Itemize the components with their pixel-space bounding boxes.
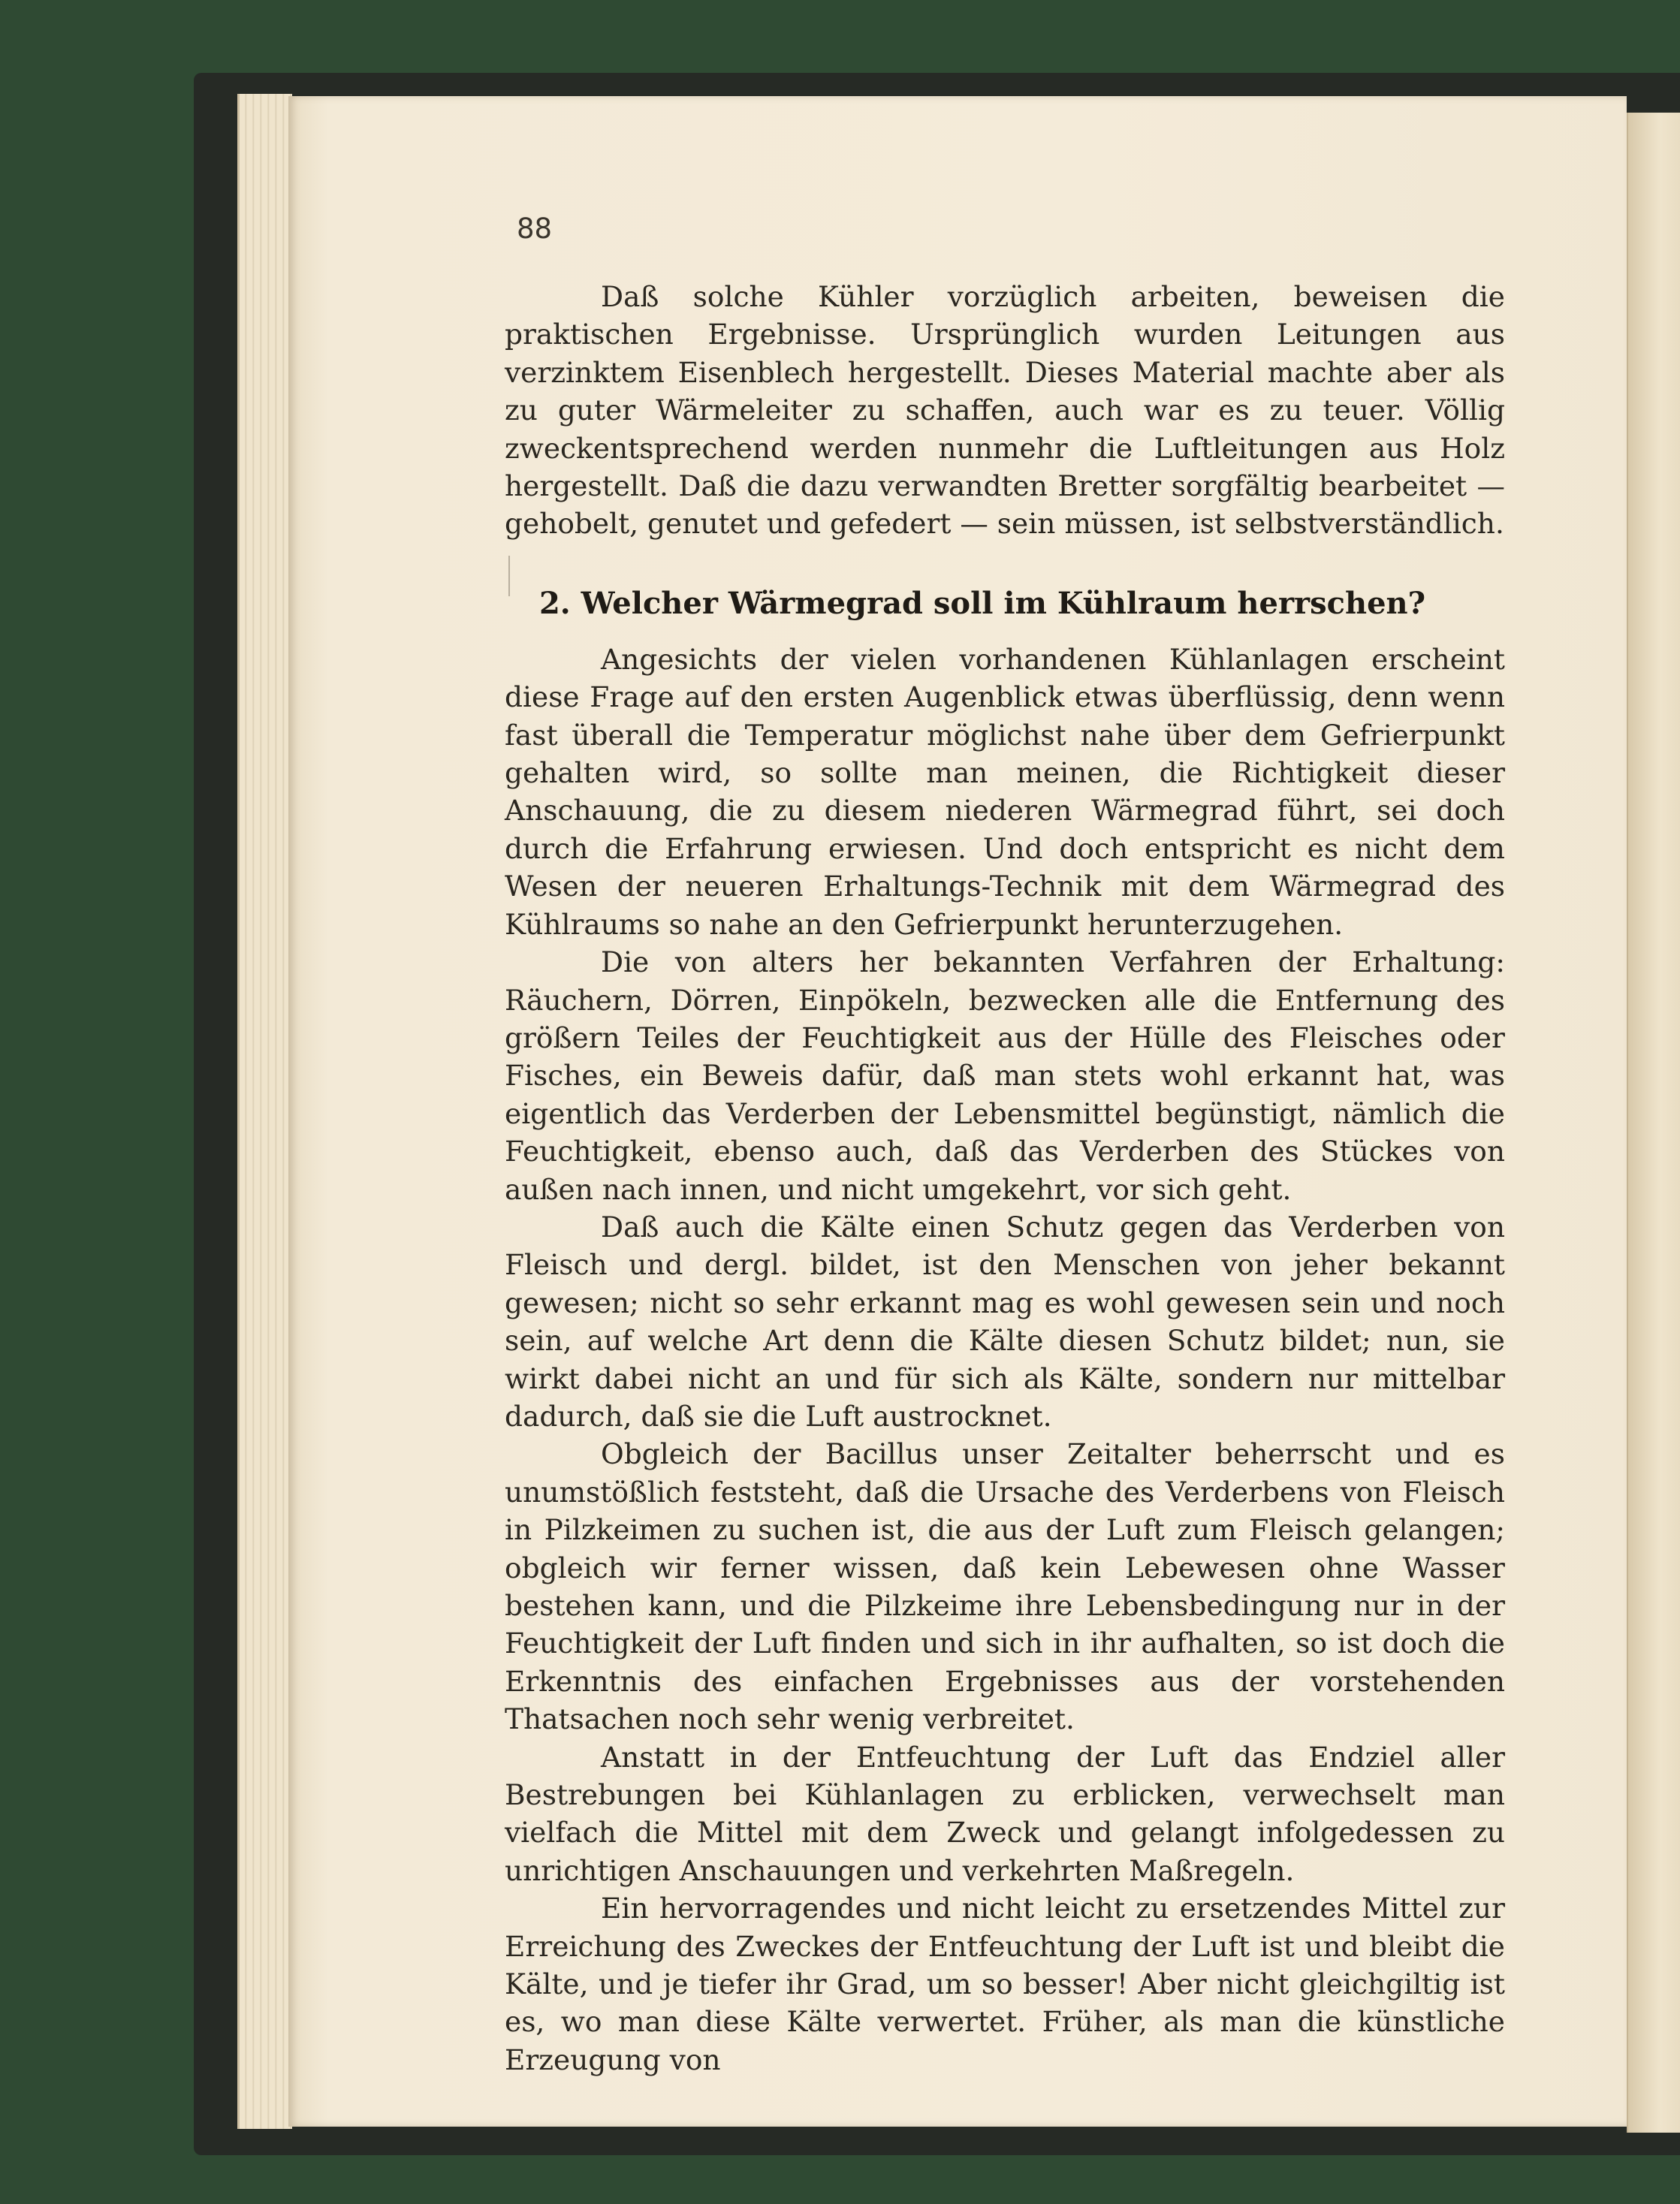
body-paragraph: Obgleich der Bacillus unser Zeitalter beherrscht und es unumstößlich feststeht, daß die Ursache des Verderbens von Fleisch in Pilzkeimen zu suchen ist, die aus der Luft zum Fleisch gelangen; obgleich wir ferner wissen, daß kein Lebewesen ohne Wasser bestehen kann, und die Pilzkeime ihre Lebensbedingung nur in der Feuchtigkeit der Luft finden und sich in ihr aufhalten, so ist doch die Erkenntnis des einfachen Ergebnisses aus der vorstehenden Thatsachen noch sehr wenig verbreitet. bbox=[505, 1437, 1505, 1736]
body-paragraph: Anstatt in der Entfeuchtung der Luft das Endziel aller Bestrebungen bei Kühlanlagen zu erblicken, verwechselt man vielfach die Mittel mit dem Zweck und gelangt infolgedessen zu unrichtigen Anschauungen und verkehrten Maßregeln. bbox=[505, 1740, 1505, 1887]
intro-paragraph: Daß solche Kühler vorzüglich arbeiten, beweisen die praktischen Ergebnisse. Ursprünglich wurden Leitungen aus verzinktem Eisenblech hergestellt. Dieses Material machte aber als zu guter Wärmeleiter zu schaffen, auch war es zu teuer. Völlig zweckentsprechend werden nunmehr die Luftleitungen aus Holz hergestellt. Daß die dazu verwandten Bretter sorgfältig bearbeitet — gehobelt, genutet und gefedert — sein müssen, ist selbstverständlich. bbox=[505, 280, 1505, 541]
page-edges bbox=[237, 94, 292, 2129]
page-number: 88 bbox=[517, 213, 553, 245]
body-paragraph: Die von alters her bekannten Verfahren der Erhaltung: Räuchern, Dörren, Einpökeln, bezwecken alle die Entfernung des größern Teiles der Feuchtigkeit aus der Hülle des Fleisches oder Fisches, ein Beweis dafür, daß man stets wohl erkannt hat, was eigentlich das Verderben der Lebensmittel begünstigt, nämlich die Feuchtigkeit, ebenso auch, daß das Verderben des Stückes von außen nach innen, und nicht umgekehrt, vor sich geht. bbox=[505, 945, 1505, 1206]
section-heading: 2. Welcher Wärmegrad soll im Kühlraum herrschen? bbox=[538, 585, 1426, 621]
body-paragraph: Ein hervorragendes und nicht leicht zu ersetzendes Mittel zur Erreichung des Zweckes der Entfeuchtung der Luft ist und bleibt die Kälte, und je tiefer ihr Grad, um so besser! Aber nicht gleichgiltig ist es, wo man diese Kälte verwertet. Früher, als man die künstliche Erzeugung von bbox=[505, 1892, 1505, 2076]
body-paragraph: Angesichts der vielen vorhandenen Kühlanlagen erscheint diese Frage auf den ersten Augenblick etwas überflüssig, denn wenn fast überall die Temperatur möglichst nahe über dem Gefrierpunkt gehalten wird, so sollte man meinen, die Richtigkeit dieser Anschauung, die zu diesem niederen Wärmegrad führt, sei doch durch die Erfahrung erwiesen. Und doch entspricht es nicht dem Wesen der neueren Erhaltungs-Technik mit dem Wärmegrad des Kühlraums so nahe an den Gefrierpunkt herunterzugehen. bbox=[505, 642, 1505, 941]
facing-page-edge bbox=[1627, 113, 1680, 2133]
page-text bbox=[505, 278, 1505, 2079]
body-paragraph: Daß auch die Kälte einen Schutz gegen das Verderben von Fleisch und dergl. bildet, ist den Menschen von jeher bekannt gewesen; nicht so sehr erkannt mag es wohl gewesen sein und noch sein, auf welche Art denn die Kälte diesen Schutz bildet; nun, sie wirkt dabei nicht an und für sich als Kälte, sondern nur mittelbar dadurch, daß sie die Luft austrocknet. bbox=[505, 1210, 1505, 1433]
